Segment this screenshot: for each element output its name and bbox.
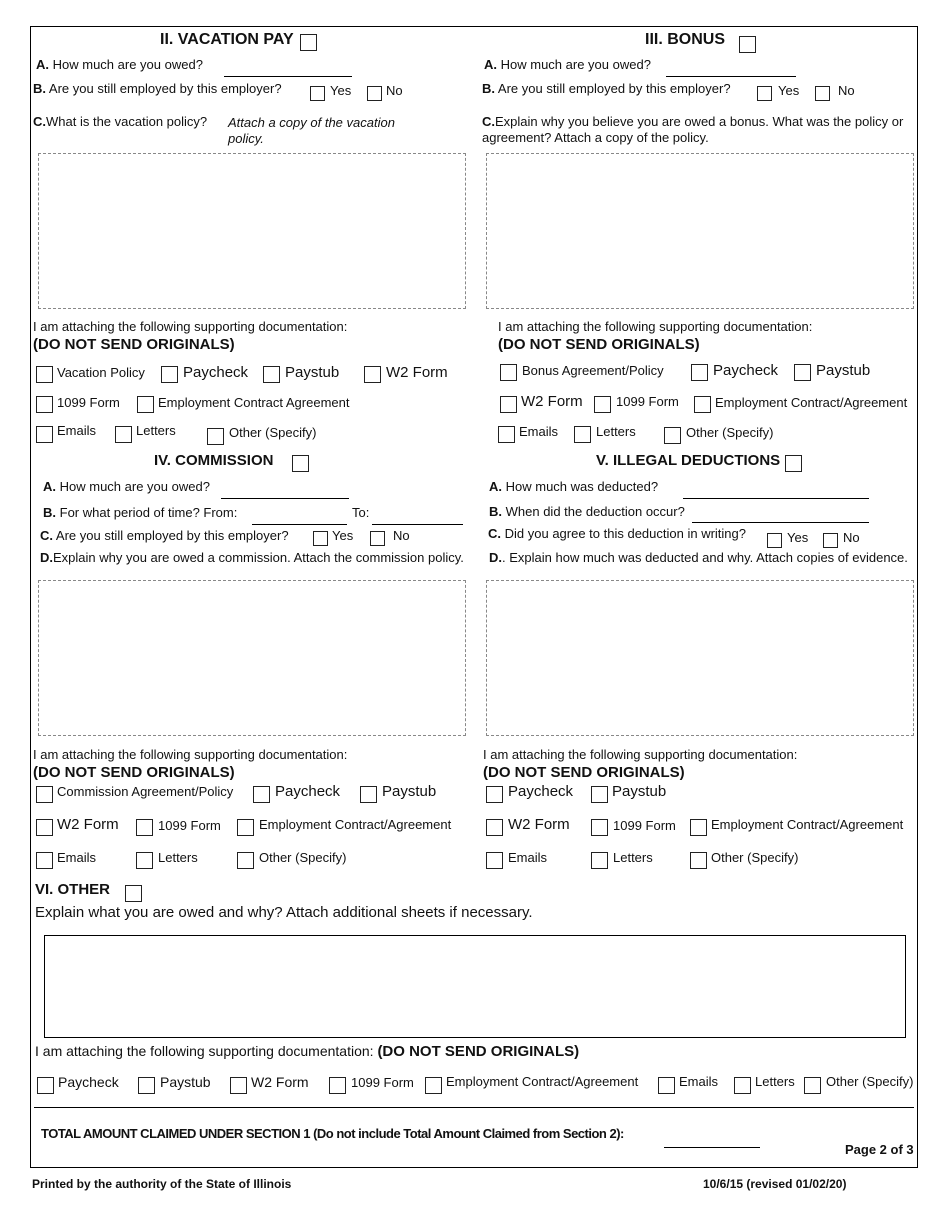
illegal-doc-1099-checkbox[interactable] bbox=[591, 819, 608, 836]
illegal-doc-label: Other (Specify) bbox=[711, 850, 799, 865]
bonus-doc-paystub-checkbox[interactable] bbox=[794, 364, 811, 381]
bonus-question-b: B. Are you still employed by this employer? bbox=[482, 81, 731, 96]
other-doc-label: Paycheck bbox=[58, 1074, 119, 1090]
vacation-no-label: No bbox=[386, 83, 403, 98]
commission-do-not-send: (DO NOT SEND ORIGINALS) bbox=[33, 764, 235, 781]
commission-from-field[interactable] bbox=[252, 524, 347, 525]
bonus-doc-label: Paystub bbox=[816, 362, 871, 379]
commission-question-d: D.Explain why you are owed a commission. Attach the commission policy. bbox=[40, 550, 464, 565]
commission-doc-other-checkbox[interactable] bbox=[237, 852, 254, 869]
illegal-doc-label: Emails bbox=[508, 850, 548, 865]
other-attach-line: I am attaching the following supporting documentation: (DO NOT SEND ORIGINALS) bbox=[35, 1043, 580, 1060]
commission-doc-label: Paycheck bbox=[275, 783, 341, 800]
vacation-amount-field[interactable] bbox=[224, 76, 352, 77]
commission-doc-1099-checkbox[interactable] bbox=[136, 819, 153, 836]
illegal-doc-emails-checkbox[interactable] bbox=[486, 852, 503, 869]
other-doc-contract-checkbox[interactable] bbox=[425, 1077, 442, 1094]
bonus-yes-label: Yes bbox=[778, 83, 800, 98]
commission-employed-yes-checkbox[interactable] bbox=[313, 531, 328, 546]
illegal-deductions-title: V. ILLEGAL DEDUCTIONS bbox=[596, 452, 781, 469]
illegal-amount-field[interactable] bbox=[683, 498, 869, 499]
bonus-doc-w2-checkbox[interactable] bbox=[500, 396, 517, 413]
vacation-doc-paystub-checkbox[interactable] bbox=[263, 366, 280, 383]
bonus-doc-contract-checkbox[interactable] bbox=[694, 396, 711, 413]
illegal-question-a: A. How much was deducted? bbox=[489, 479, 659, 494]
bonus-doc-1099-checkbox[interactable] bbox=[594, 396, 611, 413]
commission-question-c: C. Are you still employed by this employer? bbox=[40, 528, 289, 543]
illegal-attach-line: I am attaching the following supporting documentation: bbox=[483, 747, 798, 762]
vacation-employed-no-checkbox[interactable] bbox=[367, 86, 382, 101]
footer-revision: 10/6/15 (revised 01/02/20) bbox=[703, 1177, 847, 1191]
other-doc-paycheck-checkbox[interactable] bbox=[37, 1077, 54, 1094]
commission-yes-label: Yes bbox=[332, 528, 354, 543]
total-amount-label: TOTAL AMOUNT CLAIMED UNDER SECTION 1 (Do not include Total Amount Claimed from Section 2): bbox=[41, 1126, 624, 1141]
vacation-doc-1099-checkbox[interactable] bbox=[36, 396, 53, 413]
commission-doc-label: Paystub bbox=[382, 783, 437, 800]
vacation-doc-contract-checkbox[interactable] bbox=[137, 396, 154, 413]
bonus-doc-label: Paycheck bbox=[713, 362, 779, 379]
commission-amount-field[interactable] bbox=[221, 498, 349, 499]
commission-to-label: To: bbox=[352, 505, 370, 520]
illegal-doc-paycheck-checkbox[interactable] bbox=[486, 786, 503, 803]
commission-question-b: B. For what period of time? From: bbox=[43, 505, 238, 520]
illegal-do-not-send: (DO NOT SEND ORIGINALS) bbox=[483, 764, 685, 781]
commission-doc-label: Emails bbox=[57, 850, 97, 865]
bonus-doc-label: Bonus Agreement/Policy bbox=[522, 363, 664, 378]
vacation-attach-line: I am attaching the following supporting documentation: bbox=[33, 319, 348, 334]
commission-doc-letters-checkbox[interactable] bbox=[136, 852, 153, 869]
bonus-doc-label: Employment Contract/Agreement bbox=[715, 395, 908, 410]
bonus-doc-agreement-checkbox[interactable] bbox=[500, 364, 517, 381]
commission-doc-label: Other (Specify) bbox=[259, 850, 347, 865]
commission-doc-label: Employment Contract/Agreement bbox=[259, 817, 452, 832]
bonus-amount-field[interactable] bbox=[666, 76, 796, 77]
vacation-doc-label: Letters bbox=[136, 423, 176, 438]
other-section-checkbox[interactable] bbox=[125, 885, 142, 902]
bonus-doc-label: Emails bbox=[519, 424, 559, 439]
vacation-doc-label: Emails bbox=[57, 423, 97, 438]
illegal-question-d: D.. Explain how much was deducted and why. Attach copies of evidence. bbox=[489, 550, 908, 565]
vacation-doc-label: Vacation Policy bbox=[57, 365, 145, 380]
commission-doc-label: Letters bbox=[158, 850, 198, 865]
bonus-doc-label: Other (Specify) bbox=[686, 425, 774, 440]
vacation-yes-label: Yes bbox=[330, 83, 352, 98]
commission-doc-agreement-checkbox[interactable] bbox=[36, 786, 53, 803]
other-doc-label: Employment Contract/Agreement bbox=[446, 1074, 639, 1089]
illegal-agreed-yes-checkbox[interactable] bbox=[767, 533, 782, 548]
vacation-doc-letters-checkbox[interactable] bbox=[115, 426, 132, 443]
bonus-doc-emails-checkbox[interactable] bbox=[498, 426, 515, 443]
bonus-attach-line: I am attaching the following supporting documentation: bbox=[498, 319, 813, 334]
vacation-doc-label: Paycheck bbox=[183, 364, 249, 381]
other-doc-label: Letters bbox=[755, 1074, 795, 1089]
commission-doc-contract-checkbox[interactable] bbox=[237, 819, 254, 836]
section-divider bbox=[34, 1107, 914, 1108]
commission-attach-line: I am attaching the following supporting documentation: bbox=[33, 747, 348, 762]
other-doc-label: Emails bbox=[679, 1074, 719, 1089]
bonus-question-c: C.Explain why you believe you are owed a bonus. What was the policy or bbox=[482, 114, 904, 129]
vacation-doc-vacation-policy-checkbox[interactable] bbox=[36, 366, 53, 383]
total-amount-field[interactable] bbox=[664, 1147, 760, 1148]
illegal-question-b: B. When did the deduction occur? bbox=[489, 504, 685, 519]
bonus-question-a: A. How much are you owed? bbox=[484, 57, 651, 72]
vacation-explanation-box[interactable] bbox=[38, 153, 466, 309]
commission-explanation-box[interactable] bbox=[38, 580, 466, 736]
illegal-doc-contract-checkbox[interactable] bbox=[690, 819, 707, 836]
illegal-no-label: No bbox=[843, 530, 860, 545]
commission-doc-emails-checkbox[interactable] bbox=[36, 852, 53, 869]
vacation-question-b: B. Are you still employed by this employer? bbox=[33, 81, 282, 96]
footer-printed-by: Printed by the authority of the State of Illinois bbox=[32, 1177, 292, 1191]
other-doc-letters-checkbox[interactable] bbox=[734, 1077, 751, 1094]
vacation-doc-label: W2 Form bbox=[386, 364, 448, 381]
commission-doc-label: 1099 Form bbox=[158, 818, 221, 833]
page-number: Page 2 of 3 bbox=[845, 1142, 914, 1157]
other-doc-1099-checkbox[interactable] bbox=[329, 1077, 346, 1094]
bonus-doc-label: W2 Form bbox=[521, 393, 583, 410]
other-doc-label: 1099 Form bbox=[351, 1075, 414, 1090]
other-doc-label: W2 Form bbox=[251, 1074, 309, 1090]
vacation-do-not-send: (DO NOT SEND ORIGINALS) bbox=[33, 336, 235, 353]
illegal-doc-label: Employment Contract/Agreement bbox=[711, 817, 904, 832]
vacation-doc-paycheck-checkbox[interactable] bbox=[161, 366, 178, 383]
vacation-question-a: A. How much are you owed? bbox=[36, 57, 203, 72]
bonus-no-label: No bbox=[838, 83, 855, 98]
commission-doc-w2-checkbox[interactable] bbox=[36, 819, 53, 836]
commission-question-a: A. How much are you owed? bbox=[43, 479, 210, 494]
vacation-doc-label: Other (Specify) bbox=[229, 425, 317, 440]
bonus-question-c-cont: agreement? Attach a copy of the policy. bbox=[482, 130, 709, 145]
vacation-section-checkbox[interactable] bbox=[300, 34, 317, 51]
bonus-do-not-send: (DO NOT SEND ORIGINALS) bbox=[498, 336, 700, 353]
vacation-doc-label: Employment Contract Agreement bbox=[158, 395, 350, 410]
illegal-yes-label: Yes bbox=[787, 530, 809, 545]
commission-section-checkbox[interactable] bbox=[292, 455, 309, 472]
commission-employed-no-checkbox[interactable] bbox=[370, 531, 385, 546]
illegal-doc-label: 1099 Form bbox=[613, 818, 676, 833]
illegal-agreed-no-checkbox[interactable] bbox=[823, 533, 838, 548]
commission-doc-paystub-checkbox[interactable] bbox=[360, 786, 377, 803]
illegal-date-field[interactable] bbox=[692, 522, 869, 523]
bonus-explanation-box[interactable] bbox=[486, 153, 914, 309]
commission-title: IV. COMMISSION bbox=[154, 452, 274, 469]
illegal-doc-label: Letters bbox=[613, 850, 653, 865]
other-explanation-box[interactable] bbox=[44, 935, 906, 1038]
vacation-doc-emails-checkbox[interactable] bbox=[36, 426, 53, 443]
bonus-employed-yes-checkbox[interactable] bbox=[757, 86, 772, 101]
other-title: VI. OTHER bbox=[35, 881, 111, 898]
bonus-doc-other-checkbox[interactable] bbox=[664, 427, 681, 444]
vacation-doc-label: 1099 Form bbox=[57, 395, 120, 410]
bonus-employed-no-checkbox[interactable] bbox=[815, 86, 830, 101]
illegal-doc-label: W2 Form bbox=[508, 816, 570, 833]
other-doc-other-checkbox[interactable] bbox=[804, 1077, 821, 1094]
bonus-doc-paycheck-checkbox[interactable] bbox=[691, 364, 708, 381]
other-doc-label: Other (Specify) bbox=[826, 1074, 914, 1089]
bonus-doc-label: 1099 Form bbox=[616, 394, 679, 409]
vacation-policy-note-2: policy. bbox=[228, 131, 264, 146]
illegal-question-c: C. Did you agree to this deduction in writing? bbox=[488, 526, 746, 541]
other-doc-label: Paystub bbox=[160, 1074, 211, 1090]
other-doc-paystub-checkbox[interactable] bbox=[138, 1077, 155, 1094]
illegal-explanation-box[interactable] bbox=[486, 580, 914, 736]
illegal-doc-other-checkbox[interactable] bbox=[690, 852, 707, 869]
commission-doc-label: W2 Form bbox=[57, 816, 119, 833]
bonus-doc-letters-checkbox[interactable] bbox=[574, 426, 591, 443]
illegal-doc-label: Paycheck bbox=[508, 783, 574, 800]
illegal-deductions-section-checkbox[interactable] bbox=[785, 455, 802, 472]
bonus-section-checkbox[interactable] bbox=[739, 36, 756, 53]
other-doc-w2-checkbox[interactable] bbox=[230, 1077, 247, 1094]
other-doc-emails-checkbox[interactable] bbox=[658, 1077, 675, 1094]
illegal-doc-label: Paystub bbox=[612, 783, 667, 800]
illegal-doc-paystub-checkbox[interactable] bbox=[591, 786, 608, 803]
vacation-doc-w2-checkbox[interactable] bbox=[364, 366, 381, 383]
commission-doc-label: Commission Agreement/Policy bbox=[57, 784, 234, 799]
illegal-doc-w2-checkbox[interactable] bbox=[486, 819, 503, 836]
bonus-title: III. BONUS bbox=[645, 31, 726, 48]
vacation-title: II. VACATION PAY bbox=[160, 31, 294, 48]
commission-to-field[interactable] bbox=[372, 524, 463, 525]
commission-doc-paycheck-checkbox[interactable] bbox=[253, 786, 270, 803]
commission-no-label: No bbox=[393, 528, 410, 543]
vacation-employed-yes-checkbox[interactable] bbox=[310, 86, 325, 101]
vacation-doc-label: Paystub bbox=[285, 364, 340, 381]
vacation-question-c: C.What is the vacation policy? bbox=[33, 114, 208, 129]
bonus-doc-label: Letters bbox=[596, 424, 636, 439]
illegal-doc-letters-checkbox[interactable] bbox=[591, 852, 608, 869]
vacation-doc-other-checkbox[interactable] bbox=[207, 428, 224, 445]
other-explain-prompt: Explain what you are owed and why? Attach additional sheets if necessary. bbox=[35, 904, 533, 921]
vacation-policy-note-1: Attach a copy of the vacation bbox=[228, 115, 395, 130]
